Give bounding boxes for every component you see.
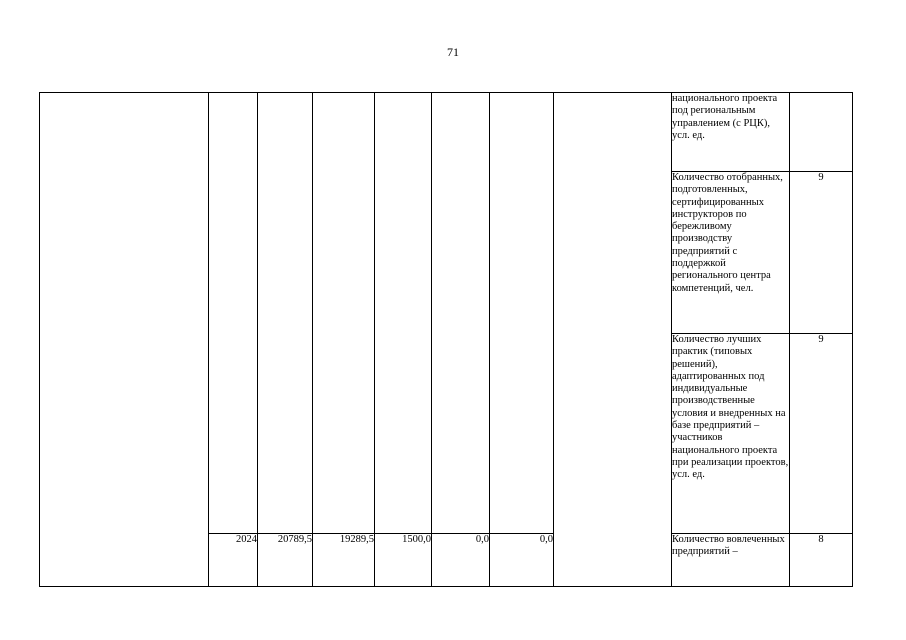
federal-cell-empty <box>313 93 375 534</box>
financing-table <box>39 92 853 587</box>
indicator-cell: Количество отобранных, подготовленных, сертифицированных инструкторов по бережливому производству предприятий с поддержкой регионального центра компетенций, чел. <box>672 172 790 334</box>
total-amount-cell: 20789,5 <box>258 534 313 587</box>
name-cell <box>40 93 209 587</box>
regional-amount-cell: 1500,0 <box>375 534 432 587</box>
federal-amount-cell: 19289,5 <box>313 534 375 587</box>
regional-cell-empty <box>375 93 432 534</box>
table-row <box>40 93 853 172</box>
year-cell-empty <box>209 93 258 534</box>
indicator-value-cell: 8 <box>790 534 853 587</box>
executor-cell <box>554 93 672 587</box>
extrabudget-amount-cell: 0,0 <box>490 534 554 587</box>
extrabudget-cell-empty <box>490 93 554 534</box>
indicator-cell: национального проекта под региональным управлением (с РЦК), усл. ед. <box>672 93 790 172</box>
indicator-value-cell: 9 <box>790 334 853 534</box>
indicator-value-cell: 9 <box>790 172 853 334</box>
local-amount-cell: 0,0 <box>432 534 490 587</box>
total-cell-empty <box>258 93 313 534</box>
indicator-cell: Количество лучших практик (типовых решений), адаптированных под индивидуальные производственные условия и внедренных на базе предприятий – участников национального проекта при реализации проектов, усл. ед. <box>672 334 790 534</box>
local-cell-empty <box>432 93 490 534</box>
indicator-cell: Количество вовлеченных предприятий – <box>672 534 790 587</box>
page-number: 71 <box>447 45 459 59</box>
indicator-value-cell <box>790 93 853 172</box>
year-cell: 2024 <box>209 534 258 587</box>
